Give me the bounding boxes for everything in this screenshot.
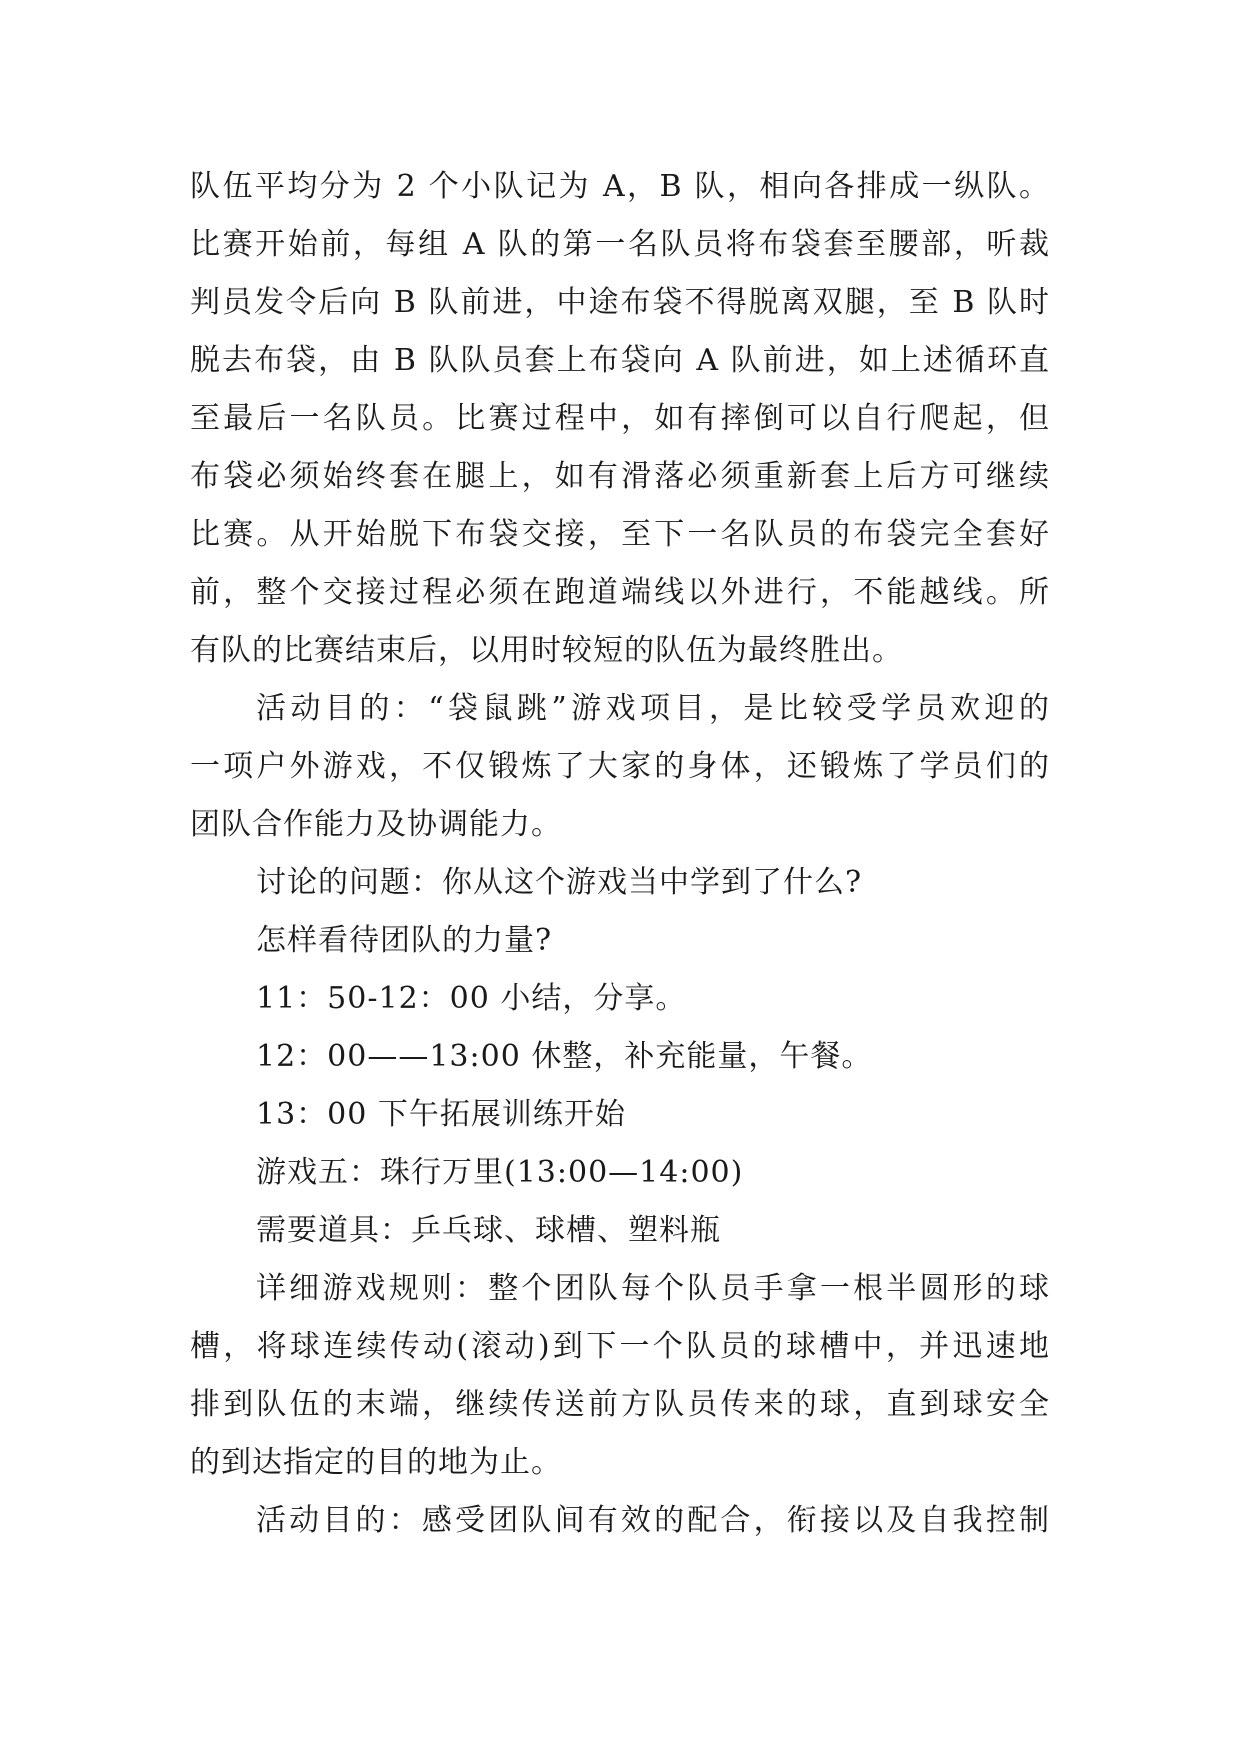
text-line: 比赛。从开始脱下布袋交接，至下一名队员的布袋完全套好 <box>190 517 1050 552</box>
schedule-line: 12：00——13:00 休整，补充能量，午餐。 <box>256 1039 873 1074</box>
paragraph-first-line: 怎样看待团队的力量? <box>256 923 553 958</box>
paragraph-first-line: 活动目的：感受团队间有效的配合，衔接以及自我控制 <box>256 1503 1050 1538</box>
paragraph-first-line: 需要道具：乒乓球、球槽、塑料瓶 <box>256 1213 721 1248</box>
text-line: 槽，将球连续传动(滚动)到下一个队员的球槽中，并迅速地 <box>190 1329 1050 1364</box>
section-heading: 游戏五：珠行万里(13:00—14:00) <box>256 1155 744 1190</box>
paragraph-first-line: 详细游戏规则：整个团队每个队员手拿一根半圆形的球 <box>256 1271 1050 1306</box>
schedule-line: 13：00 下午拓展训练开始 <box>256 1097 626 1132</box>
text-line: 前，整个交接过程必须在跑道端线以外进行，不能越线。所 <box>190 575 1050 610</box>
paragraph-first-line: 讨论的问题：你从这个游戏当中学到了什么? <box>256 865 863 900</box>
text-line: 一项户外游戏，不仅锻炼了大家的身体，还锻炼了学员们的 <box>190 749 1050 784</box>
text-line: 排到队伍的末端，继续传送前方队员传来的球，直到球安全 <box>190 1387 1050 1422</box>
text-line: 脱去布袋，由 B 队队员套上布袋向 A 队前进，如上述循环直 <box>190 343 1050 378</box>
text-line: 团队合作能力及协调能力。 <box>190 807 562 842</box>
text-line: 队伍平均分为 2 个小队记为 A，B 队，相向各排成一纵队。 <box>190 169 1050 204</box>
text-line: 比赛开始前，每组 A 队的第一名队员将布袋套至腰部，听裁 <box>190 227 1050 262</box>
schedule-line: 11：50-12：00 小结，分享。 <box>256 981 687 1016</box>
text-line: 的到达指定的目的地为止。 <box>190 1445 562 1480</box>
document-body <box>190 158 1050 1550</box>
text-line: 判员发令后向 B 队前进，中途布袋不得脱离双腿，至 B 队时 <box>190 285 1050 320</box>
text-line: 布袋必须始终套在腿上，如有滑落必须重新套上后方可继续 <box>190 459 1050 494</box>
text-line: 至最后一名队员。比赛过程中，如有摔倒可以自行爬起，但 <box>190 401 1050 436</box>
paragraph-first-line: 活动目的：“袋鼠跳”游戏项目，是比较受学员欢迎的 <box>256 691 1050 726</box>
text-line: 有队的比赛结束后，以用时较短的队伍为最终胜出。 <box>190 633 903 668</box>
